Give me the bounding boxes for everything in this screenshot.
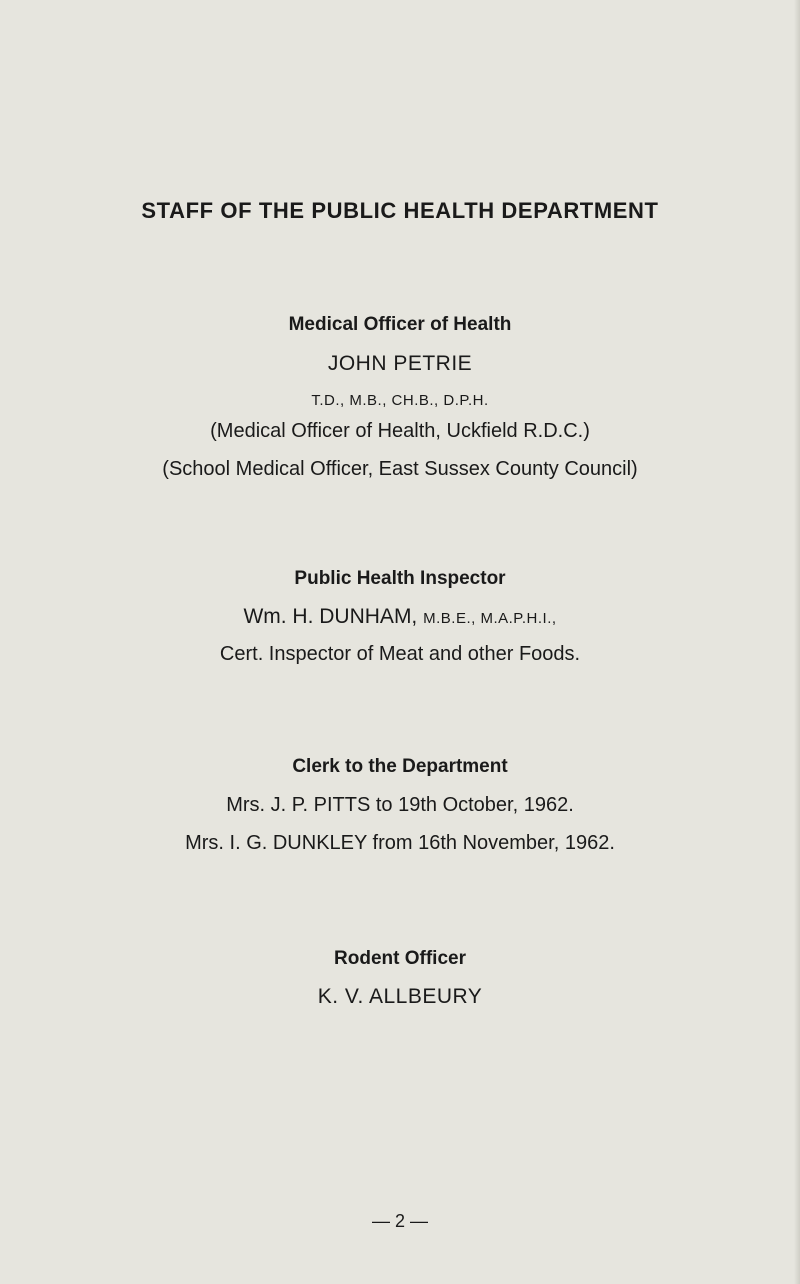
- medical-officer-heading: Medical Officer of Health: [288, 314, 512, 335]
- medical-officer-name: JOHN PETRIE: [327, 352, 473, 375]
- page-edge-shadow: [794, 0, 800, 1284]
- inspector-heading: Public Health Inspector: [294, 568, 506, 589]
- clerk-entry-2: Mrs. I. G. DUNKLEY from 16th November, 1962.: [185, 832, 615, 854]
- medical-officer-qualifications: T.D., M.B., CH.B., D.P.H.: [311, 392, 489, 409]
- rodent-officer-name: K. V. ALLBEURY: [317, 985, 483, 1008]
- inspector-name: Wm. H. DUNHAM,: [243, 605, 418, 628]
- inspector-name-line: [0, 605, 800, 629]
- rodent-officer-heading: Rodent Officer: [334, 948, 466, 969]
- medical-officer-role-2: (School Medical Officer, East Sussex County Council): [162, 458, 638, 480]
- inspector-qualifications: M.B.E., M.A.P.H.I.,: [423, 610, 557, 627]
- page-number: — 2 —: [371, 1211, 428, 1231]
- clerk-entry-1: Mrs. J. P. PITTS to 19th October, 1962.: [226, 794, 574, 816]
- medical-officer-role-1: (Medical Officer of Health, Uckfield R.D.C.): [210, 420, 590, 442]
- page-title: STAFF OF THE PUBLIC HEALTH DEPARTMENT: [141, 198, 659, 223]
- clerk-heading: Clerk to the Department: [292, 756, 508, 777]
- inspector-certificate: Cert. Inspector of Meat and other Foods.: [219, 643, 581, 665]
